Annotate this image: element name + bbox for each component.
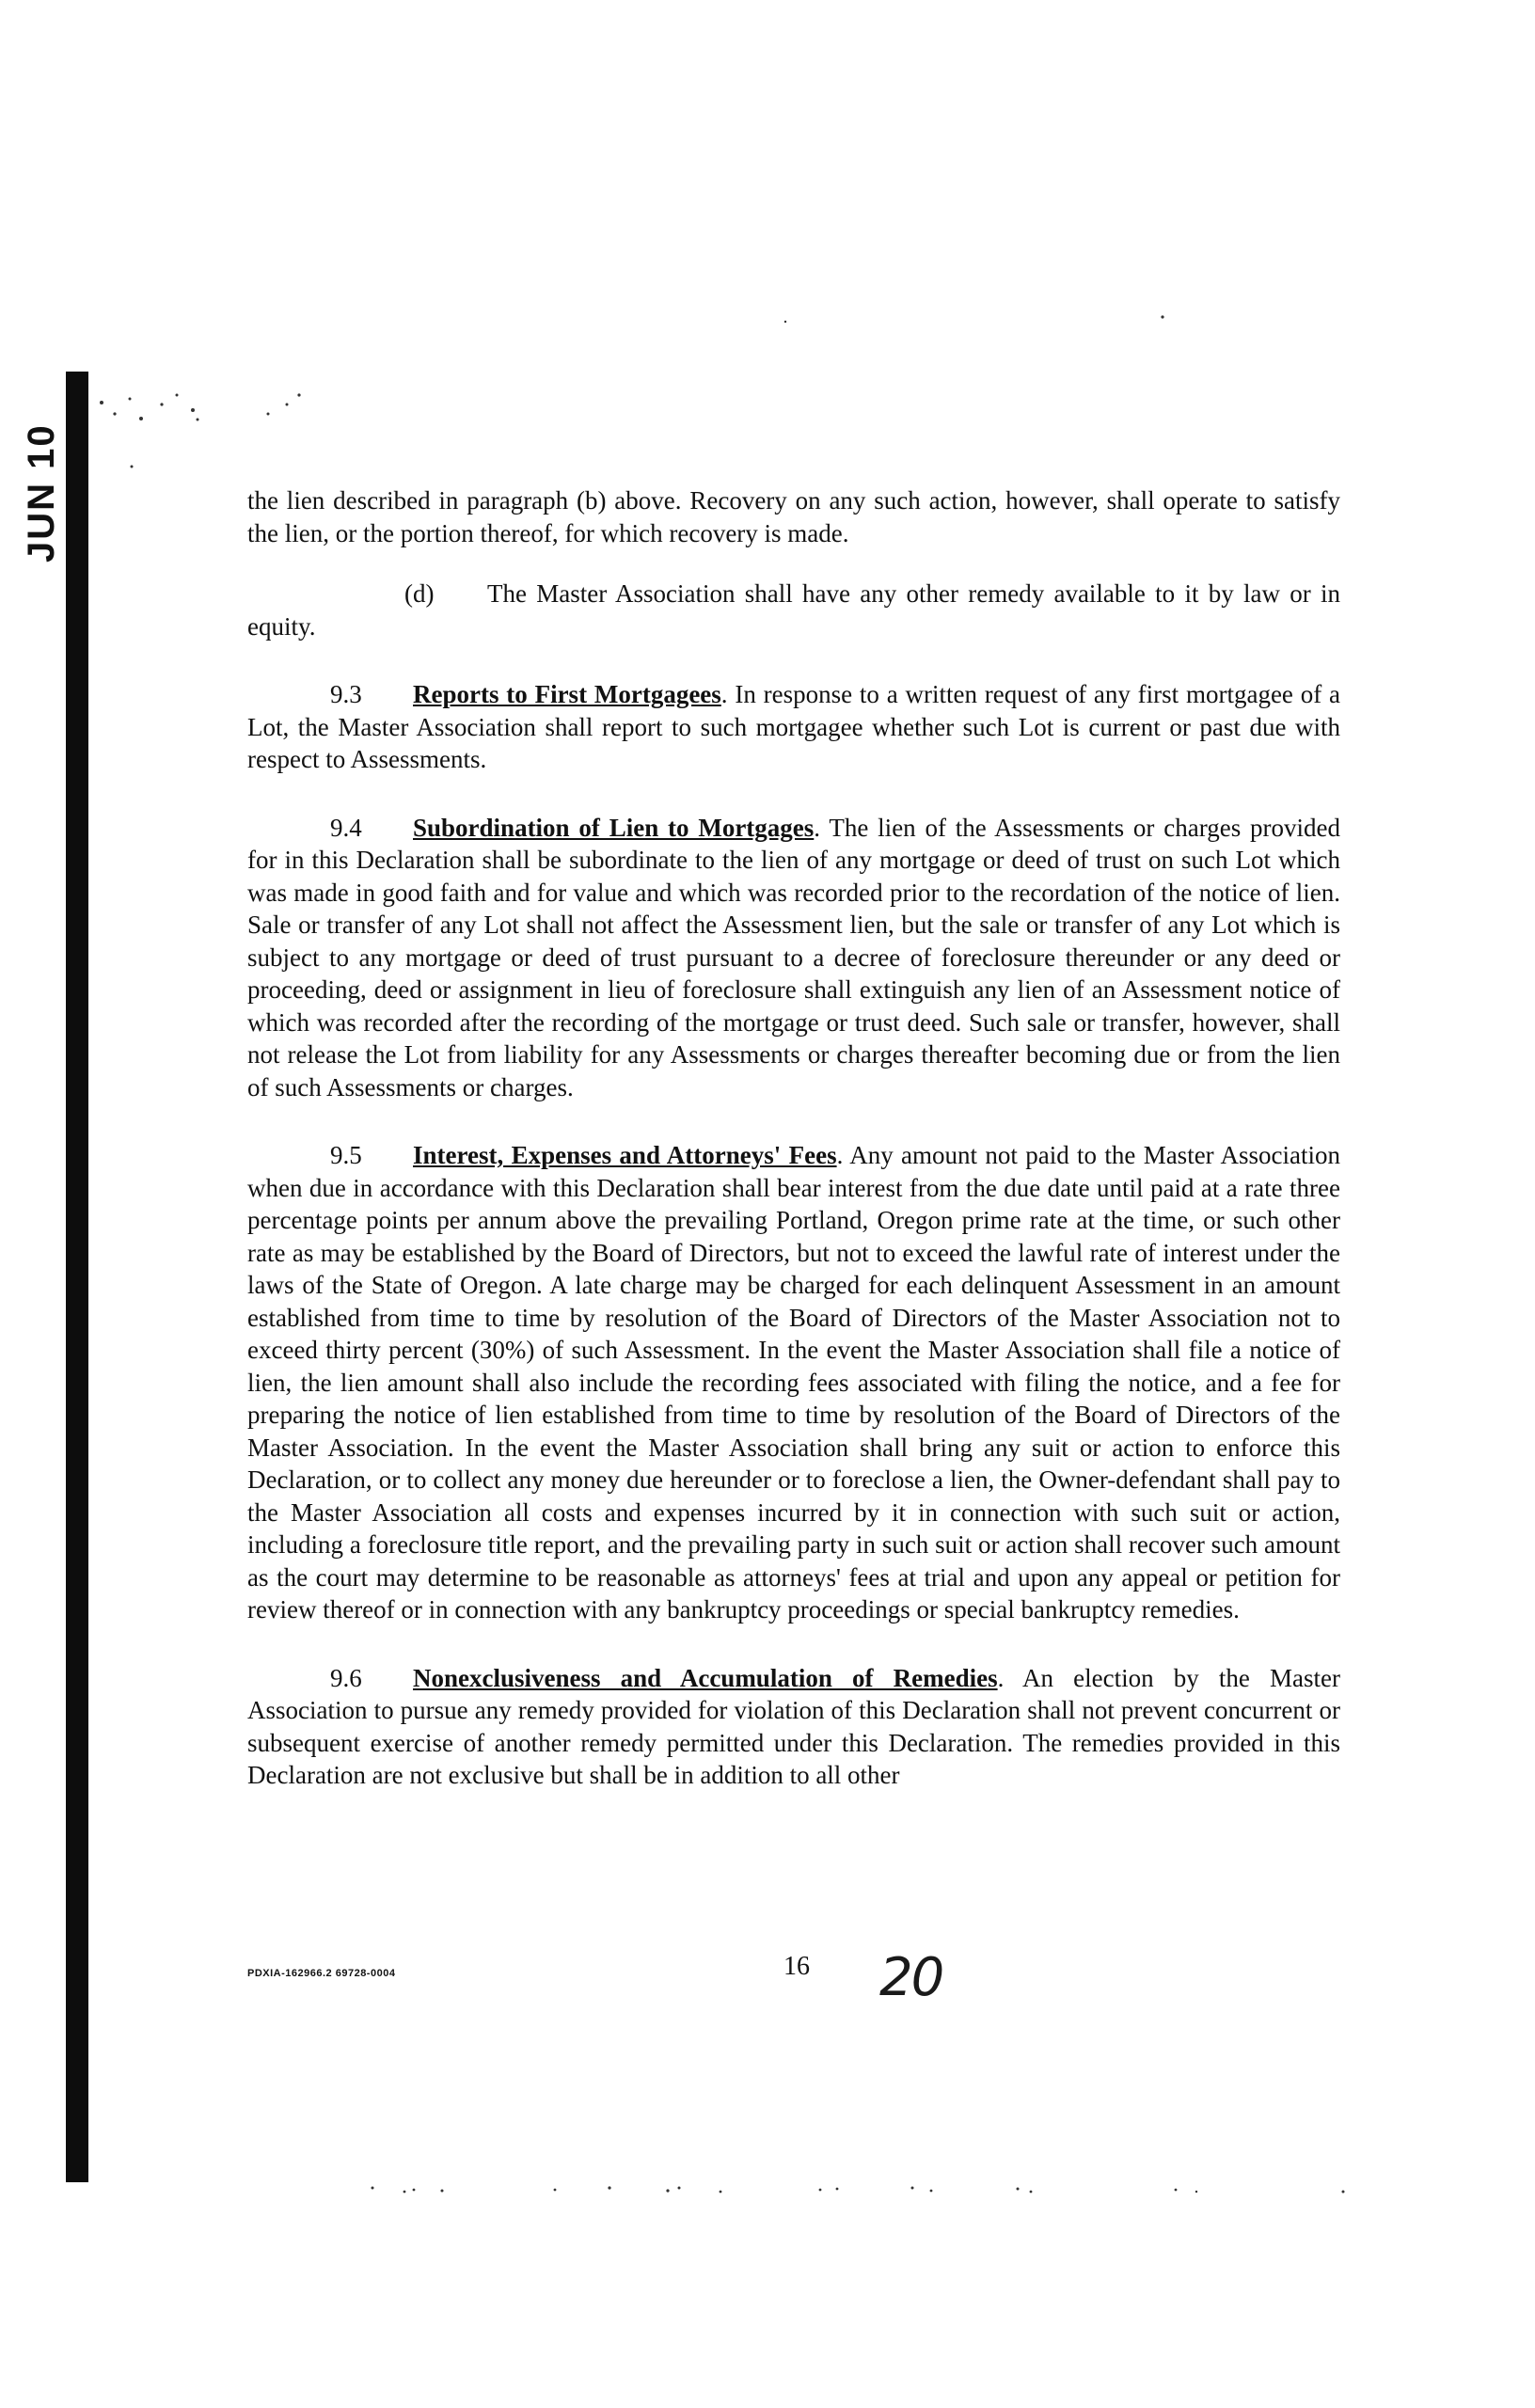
section-9-6: 9.6 Nonexclusiveness and Accumulation of Remedies. An election by the Master Association to pursue any remedy provided for violation of this Declaration shall not prevent concurrent or subsequent exercise of another remedy permitted under this Declaration. The remedies provided in this Declaration are not exclusive but shall be in addition to all other — [247, 1663, 1340, 1789]
date-stamp: JUN 10 — [21, 423, 62, 562]
section-text: An election by the Master Association to pursue any remedy provided for violation of this Declaration shall not prevent concurrent or subsequent exercise of another remedy permitted under this Declaration. The remedies provided in this Declaration are not exclusive but shall be in addition to all other — [247, 1663, 1340, 1789]
document-body — [247, 484, 1340, 1792]
section-9-4: 9.4 Subordination of Lien to Mortgages. The lien of the Assessments or charges provided for in this Declaration shall be subordinate to the lien of any mortgage or deed of trust on such Lot which was made in good faith and for value and which was recorded prior to the recordation of the notice of lien. Sale or transfer of any Lot shall not affect the Assessment lien, but the sale or transfer of any Lot which is subject to any mortgage or deed of trust pursuant to a decree of foreclosure thereunder or any deed or proceeding, deed or assignment in lieu of foreclosure shall extinguish any lien of an Assessment notice of which was recorded after the recording of the mortgage or trust deed. Such sale or transfer, however, shall not release the Lot from liability for any Assessments or charges thereafter becoming due or from the lien of such Assessments or charges. — [247, 813, 1341, 1101]
section-text: The lien of the Assessments or charges provided for in this Declaration shall be subordinate to the lien of any mortgage or deed of trust on such Lot which was made in good faith and for value and which was recorded prior to the recordation of the notice of lien. Sale or transfer of any Lot shall not affect the Assessment lien, but the sale or transfer of any Lot which is subject to any mortgage or deed of trust pursuant to a decree of foreclosure thereunder or any deed or proceeding, deed or assignment in lieu of foreclosure shall extinguish any lien of an Assessment notice of which was recorded after the recording of the mortgage or trust deed. Such sale or transfer, however, shall not release the Lot from liability for any Assessments or charges thereafter becoming due or from the lien of such Assessments or charges. — [247, 813, 1341, 1101]
page-number: 16 — [783, 1952, 810, 1981]
section-text: Any amount not paid to the Master Association when due in accordance with this Declaration shall bear interest from the due date until paid at a rate three percentage points per annum above the prevailing Portland, Oregon prime rate at the time, or such other rate as may be established by the Board of Directors, but not to exceed the lawful rate of interest under the laws of the State of Oregon. A late charge may be charged for each delinquent Assessment in an amount established from time to time by resolution of the Board of Directors of the Master Association not to exceed thirty percent (30%) of such Assessment. In the event the Master Association shall file a notice of lien, the lien amount shall also include the recording fees associated with filing the notice, and a fee for preparing the notice of lien established from time to time by resolution of the Board of Directors of the Master Association. In the event the Master Association shall bring any suit or action to enforce this Declaration, or to collect any money due hereunder or to foreclose a lien, the Owner-defendant shall pay to the Master Association all costs and expenses incurred by it in connection with such suit or action, including a foreclosure title report, and the prevailing party in such suit or action shall recover such amount as the court may determine to be reasonable as attorneys' fees at trial and upon any appeal or petition for review thereof or in connection with any bankruptcy proceedings or special bankruptcy remedies. — [247, 1141, 1341, 1624]
section-number: 9.6 — [330, 1663, 362, 1692]
continuation-paragraph: the lien described in paragraph (b) above. Recovery on any such action, however, shall operate to satisfy the lien, or the portion thereof, for which recovery is made. — [247, 486, 1340, 547]
section-heading: Subordination of Lien to Mortgages — [413, 813, 815, 842]
section-heading: Nonexclusiveness and Accumulation of Remedies — [413, 1663, 998, 1692]
document-id: PDXIA-162966.2 69728-0004 — [247, 1968, 396, 1979]
section-9-3: 9.3 Reports to First Mortgagees. In response to a written request of any first mortgagee of a Lot, the Master Association shall report to such mortgagee whether such Lot is current or past due with respect to Assessments. — [247, 680, 1340, 773]
section-number: 9.3 — [330, 680, 362, 708]
item-d-paragraph — [247, 578, 1340, 642]
handwritten-page-number: 20 — [879, 1947, 943, 2008]
section-number: 9.4 — [330, 813, 362, 842]
section-heading: Interest, Expenses and Attorneys' Fees — [413, 1141, 837, 1169]
item-d-text: The Master Association shall have any other remedy available to it by law or in equity. — [247, 579, 1340, 641]
item-d-label: (d) — [404, 579, 435, 608]
section-number: 9.5 — [330, 1141, 362, 1169]
section-text: In response to a written request of any first mortgagee of a Lot, the Master Association shall report to such mortgagee whether such Lot is current or past due with respect to Assessments. — [247, 680, 1340, 773]
section-9-5: 9.5 Interest, Expenses and Attorneys' Fees. Any amount not paid to the Master Association when due in accordance with this Declaration shall bear interest from the due date until paid at a rate three percentage points per annum above the prevailing Portland, Oregon prime rate at the time, or such other rate as may be established by the Board of Directors, but not to exceed the lawful rate of interest under the laws of the State of Oregon. A late charge may be charged for each delinquent Assessment in an amount established from time to time by resolution of the Board of Directors of the Master Association not to exceed thirty percent (30%) of such Assessment. In the event the Master Association shall file a notice of lien, the lien amount shall also include the recording fees associated with filing the notice, and a fee for preparing the notice of lien established from time to time by resolution of the Board of Directors of the Master Association. In the event the Master Association shall bring any suit or action to enforce this Declaration, or to collect any money due hereunder or to foreclose a lien, the Owner-defendant shall pay to the Master Association all costs and expenses incurred by it in connection with such suit or action, including a foreclosure title report, and the prevailing party in such suit or action shall recover such amount as the court may determine to be reasonable as attorneys' fees at trial and upon any appeal or petition for review thereof or in connection with any bankruptcy proceedings or special bankruptcy remedies. — [247, 1141, 1341, 1624]
section-heading: Reports to First Mortgagees — [413, 680, 721, 708]
